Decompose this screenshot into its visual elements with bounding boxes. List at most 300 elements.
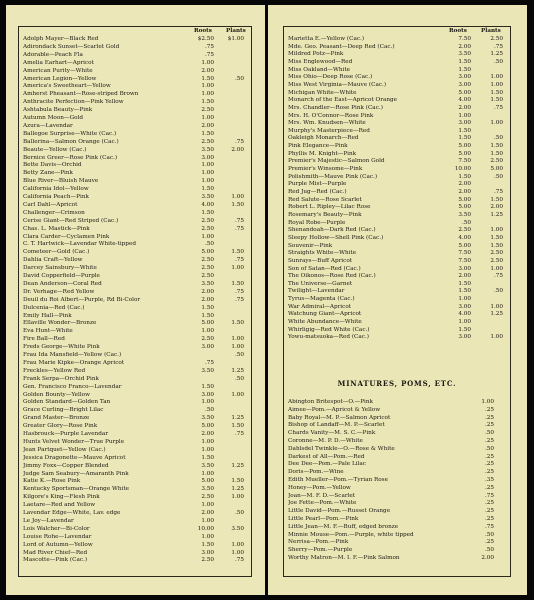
roots-price: 2.50	[201, 257, 214, 264]
variety-row	[23, 494, 247, 502]
price-value: .25	[484, 469, 494, 476]
roots-price: 1.50	[201, 209, 214, 216]
roots-price: 1.50	[201, 383, 214, 390]
variety-name: Cometeer—Gold (Cac.)	[23, 249, 90, 256]
variety-row	[288, 44, 506, 52]
plants-price: 1.50	[231, 320, 244, 327]
miniature-row	[288, 461, 506, 469]
roots-price: 1.50	[458, 173, 471, 180]
variety-row	[288, 220, 506, 228]
variety-name: Ashtabula Beauty—Pink	[23, 107, 93, 114]
plants-price: 1.50	[490, 234, 503, 241]
variety-row	[288, 143, 506, 151]
variety-row	[288, 128, 506, 136]
variety-row	[23, 107, 247, 115]
miniature-row	[288, 469, 506, 477]
variety-name: Golden Standard—Golden Tan	[23, 399, 111, 406]
variety-name: America's Sweetheart—Yellow	[23, 83, 111, 90]
miniature-row	[288, 399, 506, 407]
plants-price: 1.25	[490, 211, 503, 218]
plants-price: .75	[234, 217, 244, 224]
variety-name: Tyrus—Magenta (Cac.)	[288, 296, 355, 303]
roots-price: 3.50	[201, 146, 214, 153]
plants-price: .50	[234, 352, 244, 358]
variety-row	[23, 431, 247, 439]
miniature-row	[288, 493, 506, 501]
variety-name: Mde. Geo. Peasant—Deep Red (Cac.)	[288, 43, 395, 50]
variety-name: Little Pearl—Pom.—Pink	[288, 516, 359, 522]
plants-price: 1.50	[490, 150, 503, 157]
variety-row	[23, 455, 247, 463]
variety-name: Kilgore's King—Flesh Pink	[23, 494, 100, 501]
variety-name: Sleepy Hollow—Shell Pink (Cac.)	[288, 234, 384, 241]
variety-name: Amelia Earhart—Apricot	[23, 59, 94, 66]
variety-name: The Oikonos—Rose Red (Cac.)	[288, 273, 376, 280]
variety-name: Robert L. Ripley—Lilac Rose	[288, 204, 371, 211]
variety-name: Mrs. Wm. Knudsen—White	[288, 120, 366, 127]
plants-price: 1.00	[231, 336, 244, 343]
roots-price: 1.00	[458, 319, 471, 326]
variety-row	[23, 241, 247, 249]
right-page	[268, 5, 527, 595]
roots-price: 1.00	[201, 59, 214, 66]
variety-row	[23, 162, 247, 170]
variety-row	[23, 226, 247, 234]
variety-name: Mad River Chief—Red	[23, 549, 88, 556]
roots-price: 7.50	[458, 250, 471, 257]
variety-name: Grace Curling—Bright Lilac	[23, 407, 104, 414]
plants-price: .75	[493, 104, 503, 111]
variety-row	[288, 266, 506, 274]
plants-price: 1.50	[490, 196, 503, 203]
roots-price: 4.00	[458, 234, 471, 241]
variety-name: Chas. L. Mastick—Pink	[23, 225, 90, 232]
variety-row	[23, 423, 247, 431]
plants-price: 1.00	[231, 265, 244, 272]
roots-price: 5.00	[458, 143, 471, 150]
variety-name: Nerrisa—Pom.—Pink	[288, 539, 349, 546]
plants-price: 3.50	[231, 525, 244, 532]
variety-name: Darkest of All—Pom.—Red	[288, 453, 365, 460]
variety-name: Dahlsdel Twinkle—O.—Rose & White	[288, 445, 395, 452]
variety-name: Dahlia Craft—Yellow	[23, 257, 83, 264]
price-value: .50	[484, 430, 494, 437]
variety-row	[23, 218, 247, 226]
miniature-row	[288, 500, 506, 508]
variety-name: Judge Sam Seabury—Amaranth Pink	[23, 470, 129, 477]
plants-price: 2.50	[490, 36, 503, 42]
variety-row	[288, 166, 506, 174]
variety-name: Adorable—Peach Fla	[23, 51, 83, 58]
miniature-row	[288, 508, 506, 516]
roots-price: 1.00	[201, 446, 214, 453]
plants-price: 1.00	[490, 265, 503, 272]
roots-price: 2.50	[458, 227, 471, 234]
variety-name: Red Jug—Red (Cac.)	[288, 189, 347, 195]
plants-price: 1.00	[231, 391, 244, 398]
variety-name: Emily Hall—Pink	[23, 312, 72, 319]
miniature-row	[288, 539, 506, 547]
roots-price: 1.00	[201, 470, 214, 477]
roots-price: .75	[204, 51, 214, 58]
plants-price: .75	[493, 43, 503, 50]
variety-name: Coronne—M. P. D.—White	[288, 438, 363, 444]
plants-price: .75	[493, 273, 503, 280]
variety-name: Little Jean—M. F.—Buff, edged bronze	[288, 523, 399, 530]
variety-name: American Purity—White	[23, 67, 93, 74]
miniature-row	[288, 485, 506, 493]
variety-row	[23, 368, 247, 376]
variety-name: Mildred Potz—Pink	[288, 51, 344, 58]
miniatures-section-title: MINATURES, POMS, ETC.	[337, 379, 457, 388]
variety-row	[288, 288, 506, 296]
price-value: .25	[484, 516, 494, 522]
price-value: .50	[484, 547, 494, 554]
roots-price: 2.50	[201, 265, 214, 272]
variety-row	[23, 486, 247, 494]
variety-row	[288, 97, 506, 105]
plants-price: 1.50	[231, 423, 244, 430]
variety-name: Baby Royal—M. P.—Salmon Apricot	[288, 414, 391, 421]
plants-price: .75	[234, 288, 244, 295]
variety-name: Deuil du Roi Albert—Purple, Rd Bi-Color	[23, 296, 141, 303]
roots-price: 1.50	[201, 75, 214, 82]
plants-price: 1.00	[231, 541, 244, 548]
variety-name: Jean Partquet—Yellow (Cac.)	[23, 446, 106, 453]
roots-column-header: Roots	[449, 28, 467, 34]
variety-name: Ballerina—Salmon Orange (Cac.)	[23, 138, 119, 145]
roots-price: 10.00	[197, 525, 214, 532]
roots-price: 2.00	[201, 296, 214, 303]
variety-row	[23, 407, 247, 415]
variety-name: Challenger—Crimson	[23, 209, 85, 216]
plants-price: 2.00	[231, 146, 244, 153]
miniature-row	[288, 446, 506, 454]
plants-price: .75	[234, 431, 244, 437]
roots-price: 1.50	[458, 135, 471, 142]
roots-price: 3.50	[201, 462, 214, 469]
variety-row	[23, 281, 247, 289]
roots-price: 3.00	[458, 303, 471, 310]
variety-row	[23, 415, 247, 423]
variety-row	[23, 202, 247, 210]
variety-row	[288, 113, 506, 121]
roots-price: 1.00	[201, 170, 214, 177]
variety-row	[288, 319, 506, 327]
variety-name: Le Joy—Lavendar	[23, 517, 74, 524]
variety-row	[23, 83, 247, 91]
price-value: .25	[484, 539, 494, 546]
plants-price: .50	[234, 510, 244, 516]
variety-name: Whirligig—Red White (Cac.)	[288, 326, 370, 333]
roots-price: 2.00	[458, 273, 471, 280]
roots-price: 10.00	[454, 166, 471, 173]
variety-row	[288, 296, 506, 304]
roots-price: 1.50	[201, 186, 214, 193]
variety-name: Amherst Pheasant—Rose-striped Brown	[23, 91, 139, 98]
price-value: 1.00	[481, 399, 494, 405]
variety-name: Phyllis M. Knight—Pink	[288, 150, 357, 157]
variety-name: Jessica Dragonette—Mauve Apricot	[23, 454, 126, 461]
variety-row	[23, 155, 247, 163]
roots-price: 3.00	[201, 549, 214, 556]
variety-name: Dee Dee—Pom.—Pale Lilac	[288, 461, 366, 468]
variety-row	[23, 360, 247, 368]
plants-price: 1.25	[490, 51, 503, 58]
roots-price: 1.50	[201, 130, 214, 137]
variety-row	[23, 439, 247, 447]
variety-name: Red Salute—Rose Scarlet	[288, 196, 362, 203]
variety-name: Joe Fette—Pom.—White	[288, 500, 357, 507]
variety-name: Premier's Majestic—Salmon Gold	[288, 158, 385, 165]
variety-row	[23, 257, 247, 265]
variety-name: Joan—M. F. D.—Scarlet	[288, 492, 356, 499]
variety-name: Lavendar Edge—White, Lav. edge	[23, 510, 121, 516]
variety-row	[288, 135, 506, 143]
roots-price: 1.50	[201, 99, 214, 106]
miniature-row	[288, 516, 506, 524]
variety-name: Kentucky Sportsman—Orange White	[23, 486, 129, 493]
variety-name: Adolph Mayer—Black Red	[23, 36, 99, 42]
miniature-row	[288, 407, 506, 415]
variety-name: David Copperfield—Purple	[23, 273, 100, 279]
plants-price: .75	[234, 138, 244, 145]
variety-name: Bernice Greer—Rose Pink (Cac.)	[23, 154, 118, 161]
roots-price: 2.50	[201, 336, 214, 343]
price-value: .25	[484, 406, 494, 413]
price-value: .25	[484, 453, 494, 460]
variety-row	[23, 463, 247, 471]
variety-row	[23, 384, 247, 392]
variety-row	[288, 227, 506, 235]
variety-name: Honey—Pom.—Yellow	[288, 484, 351, 491]
roots-price: 2.50	[201, 107, 214, 114]
miniature-row	[288, 415, 506, 423]
variety-name: C. T. Hartwick—Lavendar White-tipped	[23, 241, 136, 248]
plants-column-header: Plants	[226, 28, 246, 34]
variety-name: Sherry—Pom.—Purple	[288, 547, 353, 554]
roots-price: 1.00	[201, 91, 214, 98]
plants-price: 1.00	[231, 549, 244, 556]
variety-name: Shenandoah—Dark Red (Cac.)	[288, 227, 376, 234]
price-value: .25	[484, 508, 494, 515]
variety-name: Hasbrouck—Purple Lavendar	[23, 431, 109, 437]
variety-name: Souvenir—Pink	[288, 242, 333, 249]
variety-name: Carl Dahl—Apricot	[23, 201, 78, 208]
variety-name: Jimmy Foxx—Copper Blended	[23, 462, 109, 469]
roots-price: 3.00	[458, 74, 471, 81]
roots-price: .50	[204, 407, 214, 414]
variety-name: Pink Elegance—Pink	[288, 143, 348, 150]
miniature-row	[288, 430, 506, 438]
variety-row	[23, 36, 247, 44]
roots-price: 1.50	[201, 312, 214, 319]
variety-row	[23, 68, 247, 76]
roots-price: 2.50	[201, 273, 214, 279]
roots-price: 7.50	[458, 158, 471, 165]
roots-price: 1.50	[201, 304, 214, 311]
variety-name: Freds George—White Pink	[23, 344, 100, 351]
variety-name: Mrs. Chandler—Rose Pink (Cac.)	[288, 104, 383, 111]
plants-price: 1.00	[490, 120, 503, 127]
variety-row	[288, 334, 506, 342]
roots-price: 2.00	[201, 67, 214, 74]
price-value: .25	[484, 414, 494, 421]
variety-row	[288, 204, 506, 212]
roots-price: 7.50	[458, 257, 471, 264]
variety-name: Mascotte—Pink (Cac.)	[23, 557, 88, 564]
plants-price: .50	[493, 288, 503, 295]
roots-price: 2.50	[201, 138, 214, 145]
variety-name: Purple Mist—Purple	[288, 181, 347, 188]
variety-name: Beaute—Yellow (Cac.)	[23, 146, 87, 153]
variety-name: Straights White—White	[288, 250, 357, 257]
variety-name: Katie K.—Rose Pink	[23, 478, 81, 485]
roots-price: 1.00	[201, 115, 214, 121]
roots-price: 2.00	[458, 181, 471, 188]
plants-price: 1.00	[490, 81, 503, 88]
variety-row	[288, 105, 506, 113]
variety-row	[23, 249, 247, 257]
variety-row	[23, 186, 247, 194]
variety-row	[23, 170, 247, 178]
variety-row	[23, 471, 247, 479]
roots-price: 3.50	[201, 367, 214, 374]
roots-price: $2.50	[197, 36, 214, 42]
variety-row	[23, 273, 247, 281]
variety-row	[23, 139, 247, 147]
plants-price: 1.00	[490, 74, 503, 81]
variety-row	[23, 534, 247, 542]
roots-price: 3.00	[201, 391, 214, 398]
variety-row	[288, 120, 506, 128]
variety-name: White Abundance—White	[288, 319, 362, 326]
plants-price: 1.25	[231, 415, 244, 422]
variety-name: The Universe—Garnet	[288, 280, 353, 287]
variety-name: Ellaville Wonder—Bronze	[23, 320, 97, 327]
variety-row	[23, 305, 247, 313]
variety-name: Lois Walcher—Bi-Color	[23, 525, 90, 532]
roots-column-header: Roots	[194, 28, 212, 34]
plants-price: 1.25	[231, 367, 244, 374]
plants-price: 1.50	[231, 478, 244, 485]
roots-price: 2.50	[201, 217, 214, 224]
roots-price: 2.50	[201, 557, 214, 564]
plants-price: 1.00	[231, 344, 244, 351]
variety-name: Dr. Verhage—Red Yellow	[23, 288, 95, 295]
variety-name: Edith Mueller—Pom.—Tyrian Rose	[288, 477, 388, 483]
roots-price: 3.50	[458, 211, 471, 218]
variety-row	[23, 313, 247, 321]
roots-price: 1.00	[201, 233, 214, 240]
variety-row	[23, 320, 247, 328]
roots-price: 5.00	[201, 423, 214, 430]
plants-price: 1.00	[490, 303, 503, 310]
variety-name: Miss Oakland—White	[288, 66, 350, 73]
price-value: .25	[484, 422, 494, 429]
plants-price: $1.00	[227, 36, 244, 42]
variety-name: Eva Hunt—White	[23, 328, 73, 335]
variety-row	[23, 550, 247, 558]
roots-price: 3.50	[201, 194, 214, 200]
variety-row	[23, 115, 247, 123]
variety-row	[23, 178, 247, 186]
variety-name: Miss West Virginia—Mauve (Cac.)	[288, 81, 387, 88]
variety-row	[288, 212, 506, 220]
variety-name: Ballegoe Surprise—White (Cac.)	[23, 130, 117, 137]
variety-row	[288, 273, 506, 281]
variety-row	[23, 392, 247, 400]
roots-price: 5.00	[201, 478, 214, 485]
variety-name: Watchung Giant—Apricot	[288, 311, 362, 318]
variety-name: Bishop of Landaff—M. P.—Scarlet	[288, 422, 385, 429]
variety-row	[288, 174, 506, 182]
miniature-row	[288, 532, 506, 540]
roots-price: 5.00	[458, 242, 471, 249]
variety-row	[23, 542, 247, 550]
roots-price: 1.50	[458, 58, 471, 65]
variety-row	[288, 67, 506, 75]
roots-price: 3.00	[458, 81, 471, 88]
variety-name: Fire Ball—Red	[23, 336, 65, 343]
plants-price: 1.50	[490, 143, 503, 150]
variety-name: American Legion—Yellow	[23, 75, 97, 82]
plants-price: 1.50	[231, 280, 244, 287]
variety-name: Clara Carder—Cyclamen Pink	[23, 233, 110, 240]
variety-name: Polishmith—Mauve Pink (Cac.)	[288, 173, 378, 180]
roots-price: 1.50	[458, 280, 471, 287]
variety-row	[288, 51, 506, 59]
roots-price: .50	[204, 241, 214, 248]
variety-name: Abington Britespot—O.—Pink	[288, 399, 373, 405]
variety-row	[288, 281, 506, 289]
roots-price: 5.00	[458, 204, 471, 211]
variety-row	[23, 265, 247, 273]
roots-price: 2.50	[201, 494, 214, 501]
variety-name: Louise Rohe—Lavendar	[23, 533, 92, 540]
variety-name: Murphy's Masterpiece—Red	[288, 127, 370, 134]
roots-price: 2.00	[201, 122, 214, 129]
variety-row	[288, 74, 506, 82]
variety-row	[23, 76, 247, 84]
price-value: .35	[484, 477, 494, 483]
variety-row	[288, 189, 506, 197]
price-value: 2.00	[481, 555, 494, 561]
variety-name: Frau Marie Kipke—Orange Apricot	[23, 359, 125, 366]
plants-price: .50	[234, 375, 244, 382]
variety-row	[288, 311, 506, 319]
variety-name: Grand Master—Bronze	[23, 415, 90, 422]
right-price-list-frame	[283, 26, 511, 577]
variety-row	[23, 526, 247, 534]
variety-name: Hunts Velvet Wonder—True Purple	[23, 438, 125, 445]
variety-name: Rosemary's Beauty—Pink	[288, 211, 362, 218]
variety-name: Premier's Winsome—Pink	[288, 166, 363, 173]
plants-price: 2.50	[490, 257, 503, 264]
variety-name: Lord of Autumn—Yellow	[23, 541, 93, 548]
roots-price: 2.00	[201, 510, 214, 516]
plants-price: 2.00	[490, 204, 503, 211]
miniature-row	[288, 547, 506, 555]
miniature-row	[288, 524, 506, 532]
roots-price: 3.50	[201, 415, 214, 422]
variety-row	[288, 90, 506, 98]
variety-name: Son of Satan—Red (Cac.)	[288, 265, 361, 272]
roots-price: 1.00	[201, 438, 214, 445]
roots-price: 3.00	[201, 154, 214, 161]
plants-price: 1.00	[490, 334, 503, 341]
variety-name: Sunrays—Buff Apricot	[288, 257, 353, 264]
